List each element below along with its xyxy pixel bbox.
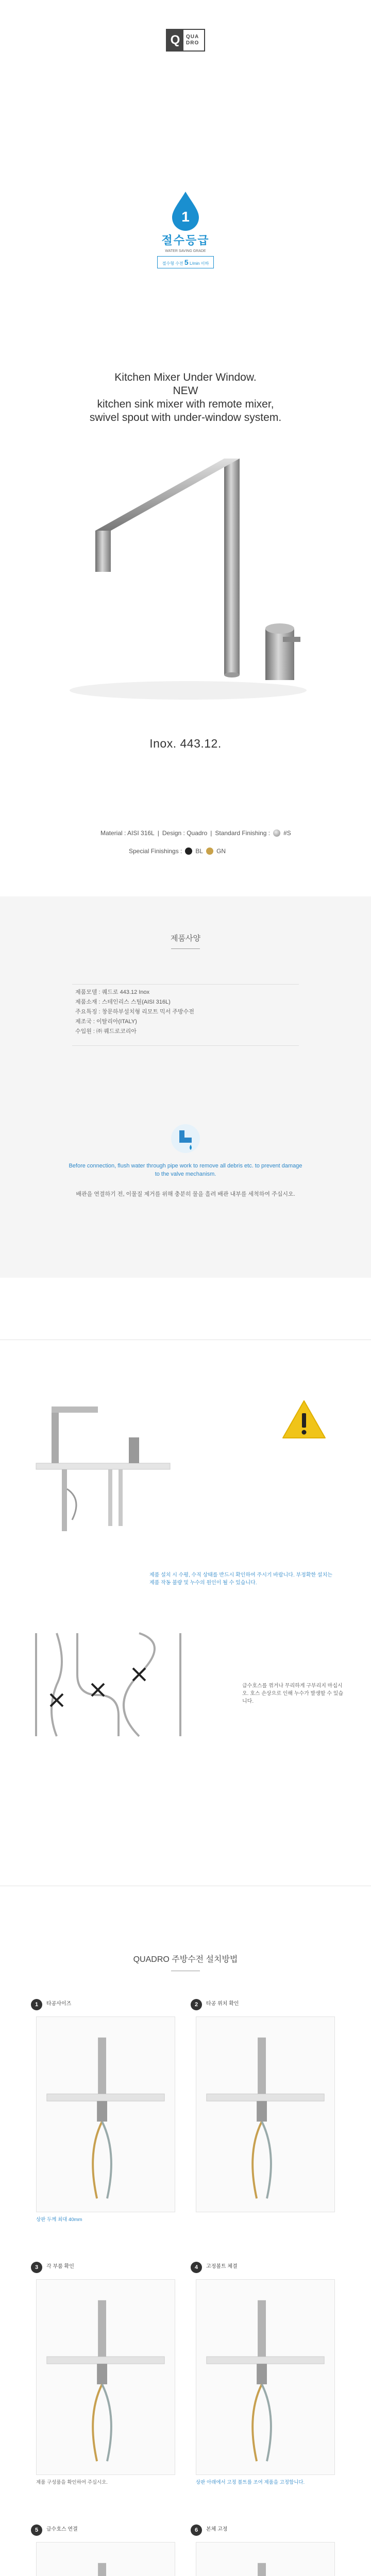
grade-badge-unit: L/min 이하 <box>189 261 209 266</box>
install-section-title: QUADRO 주방수전 설치방법 <box>0 1953 371 1971</box>
logo-line-2: DRO <box>186 40 199 46</box>
step-number: 6 <box>191 2524 202 2536</box>
step-illustration <box>36 2542 175 2576</box>
step-illustration <box>196 2542 335 2576</box>
caution-text: 제품 설치 시 수평, 수직 상태를 반드시 확인하여 주시기 바랍니다. 부정확한 설치는 제품 작동 불량 및 누수의 원인이 될 수 있습니다. <box>149 1572 332 1586</box>
flush-note-en: Before connection, flush water through pipe work to remove all debris etc. to prevent damage to the valve mechanism. <box>69 1163 302 1177</box>
step-number: 2 <box>191 1999 202 2010</box>
quadro-logo <box>166 29 205 52</box>
step-number: 3 <box>31 2262 42 2273</box>
flush-pipe-icon <box>170 1123 201 1154</box>
spec-row: 제품모델 : 퀘드로 443.12 Inox <box>75 989 150 995</box>
hose-caution-text: 급수호스를 꺾거나 무리하게 구부리지 마십시오. 호스 손상으로 인해 누수가 발생할 수 있습니다. <box>242 1683 344 1704</box>
desc-line-1: Kitchen Mixer Under Window. <box>114 371 257 383</box>
spec-row: 제품소재 : 스테인리스 스틸(AISI 316L) <box>75 999 171 1005</box>
spec-row: 제조국 : 이탈리아(ITALY) <box>75 1019 137 1025</box>
model-description <box>0 371 371 425</box>
desc-line-2: NEW <box>173 385 198 397</box>
hose-bending-diagram <box>26 1623 242 1747</box>
step-number: 5 <box>31 2524 42 2536</box>
step-illustration <box>196 2279 335 2475</box>
install-step <box>191 2262 340 2509</box>
step-caption: 각 부품 확인 <box>46 2264 74 2269</box>
step-caption: 고정볼트 체결 <box>206 2264 238 2269</box>
step-caption: 급수호스 연결 <box>46 2527 78 2532</box>
step-number: 4 <box>191 2262 202 2273</box>
desc-line-3: kitchen sink mixer with remote mixer, <box>97 398 274 410</box>
step-caption: 타공 위치 확인 <box>206 2001 239 2007</box>
special-finishing-label: Special Finishings : <box>129 848 182 855</box>
faucet-product-image <box>49 422 327 711</box>
material-finishing-line: Material : AISI 316L | Design : Quadro | Standard Finishing : #S <box>100 829 291 837</box>
spec-section-title: 제품사양 <box>0 933 371 949</box>
step-illustration <box>36 2279 175 2475</box>
step-number: 1 <box>31 1999 42 2010</box>
spec-row: 주요특징 : 창문하부설치형 리모트 믹서 주방수전 <box>75 1009 194 1015</box>
model-code: Inox. 443.12. <box>149 737 222 750</box>
logo-line-1: QUA <box>186 34 199 40</box>
step-illustration <box>36 2016 175 2212</box>
warning-icon <box>281 1399 327 1440</box>
standard-finishing-code: #S <box>283 829 291 837</box>
grade-subtitle: WATER SAVING GRADE <box>165 249 206 253</box>
install-step <box>191 2524 340 2576</box>
flush-note-ko: 배관을 연결하기 전, 이물질 제거를 위해 충분히 물을 흘려 배관 내부를 세척하여 주십시오. <box>76 1191 295 1197</box>
standard-finishing-label: Standard Finishing : <box>215 829 271 837</box>
water-drop-icon <box>169 191 202 231</box>
grade-badge <box>157 256 214 268</box>
design-label: Design : Quadro <box>162 829 208 837</box>
water-saving-grade <box>139 191 232 268</box>
material-label: Material : AISI 316L <box>100 829 155 837</box>
logo-letter: Q <box>167 30 183 50</box>
grade-badge-value: 5 <box>184 258 189 266</box>
installation-level-diagram <box>31 1386 175 1540</box>
special-code-2: GN <box>216 848 226 855</box>
install-step <box>31 2262 180 2509</box>
spec-row: 수입원 : ㈜ 퀘드로코리아 <box>75 1028 137 1035</box>
install-step <box>31 2524 180 2576</box>
black-swatch <box>185 848 192 855</box>
step-caption: 타공사이즈 <box>46 2001 72 2007</box>
spec-table <box>72 984 299 1046</box>
grade-number: 1 <box>181 209 190 225</box>
special-finishing-line <box>129 848 226 855</box>
grade-badge-label: 절수형 수전 <box>162 261 183 266</box>
grade-title: 절수등급 <box>161 234 210 247</box>
step-description: 제품 구성품을 확인하여 주십시오. <box>36 2480 108 2485</box>
install-step <box>191 1999 340 2246</box>
step-caption: 본체 고정 <box>206 2527 228 2532</box>
spec-section-background <box>0 896 371 1278</box>
install-step <box>31 1999 180 2246</box>
step-illustration <box>196 2016 335 2212</box>
gold-swatch <box>206 848 213 855</box>
step-description: 상판 아래에서 고정 볼트를 조여 제품을 고정합니다. <box>196 2480 305 2485</box>
special-code-1: BL <box>195 848 204 855</box>
step-description: 상판 두께 최대 40mm <box>36 2217 82 2223</box>
desc-line-4: swivel spout with under-window system. <box>89 412 282 423</box>
inox-swatch <box>273 829 280 837</box>
